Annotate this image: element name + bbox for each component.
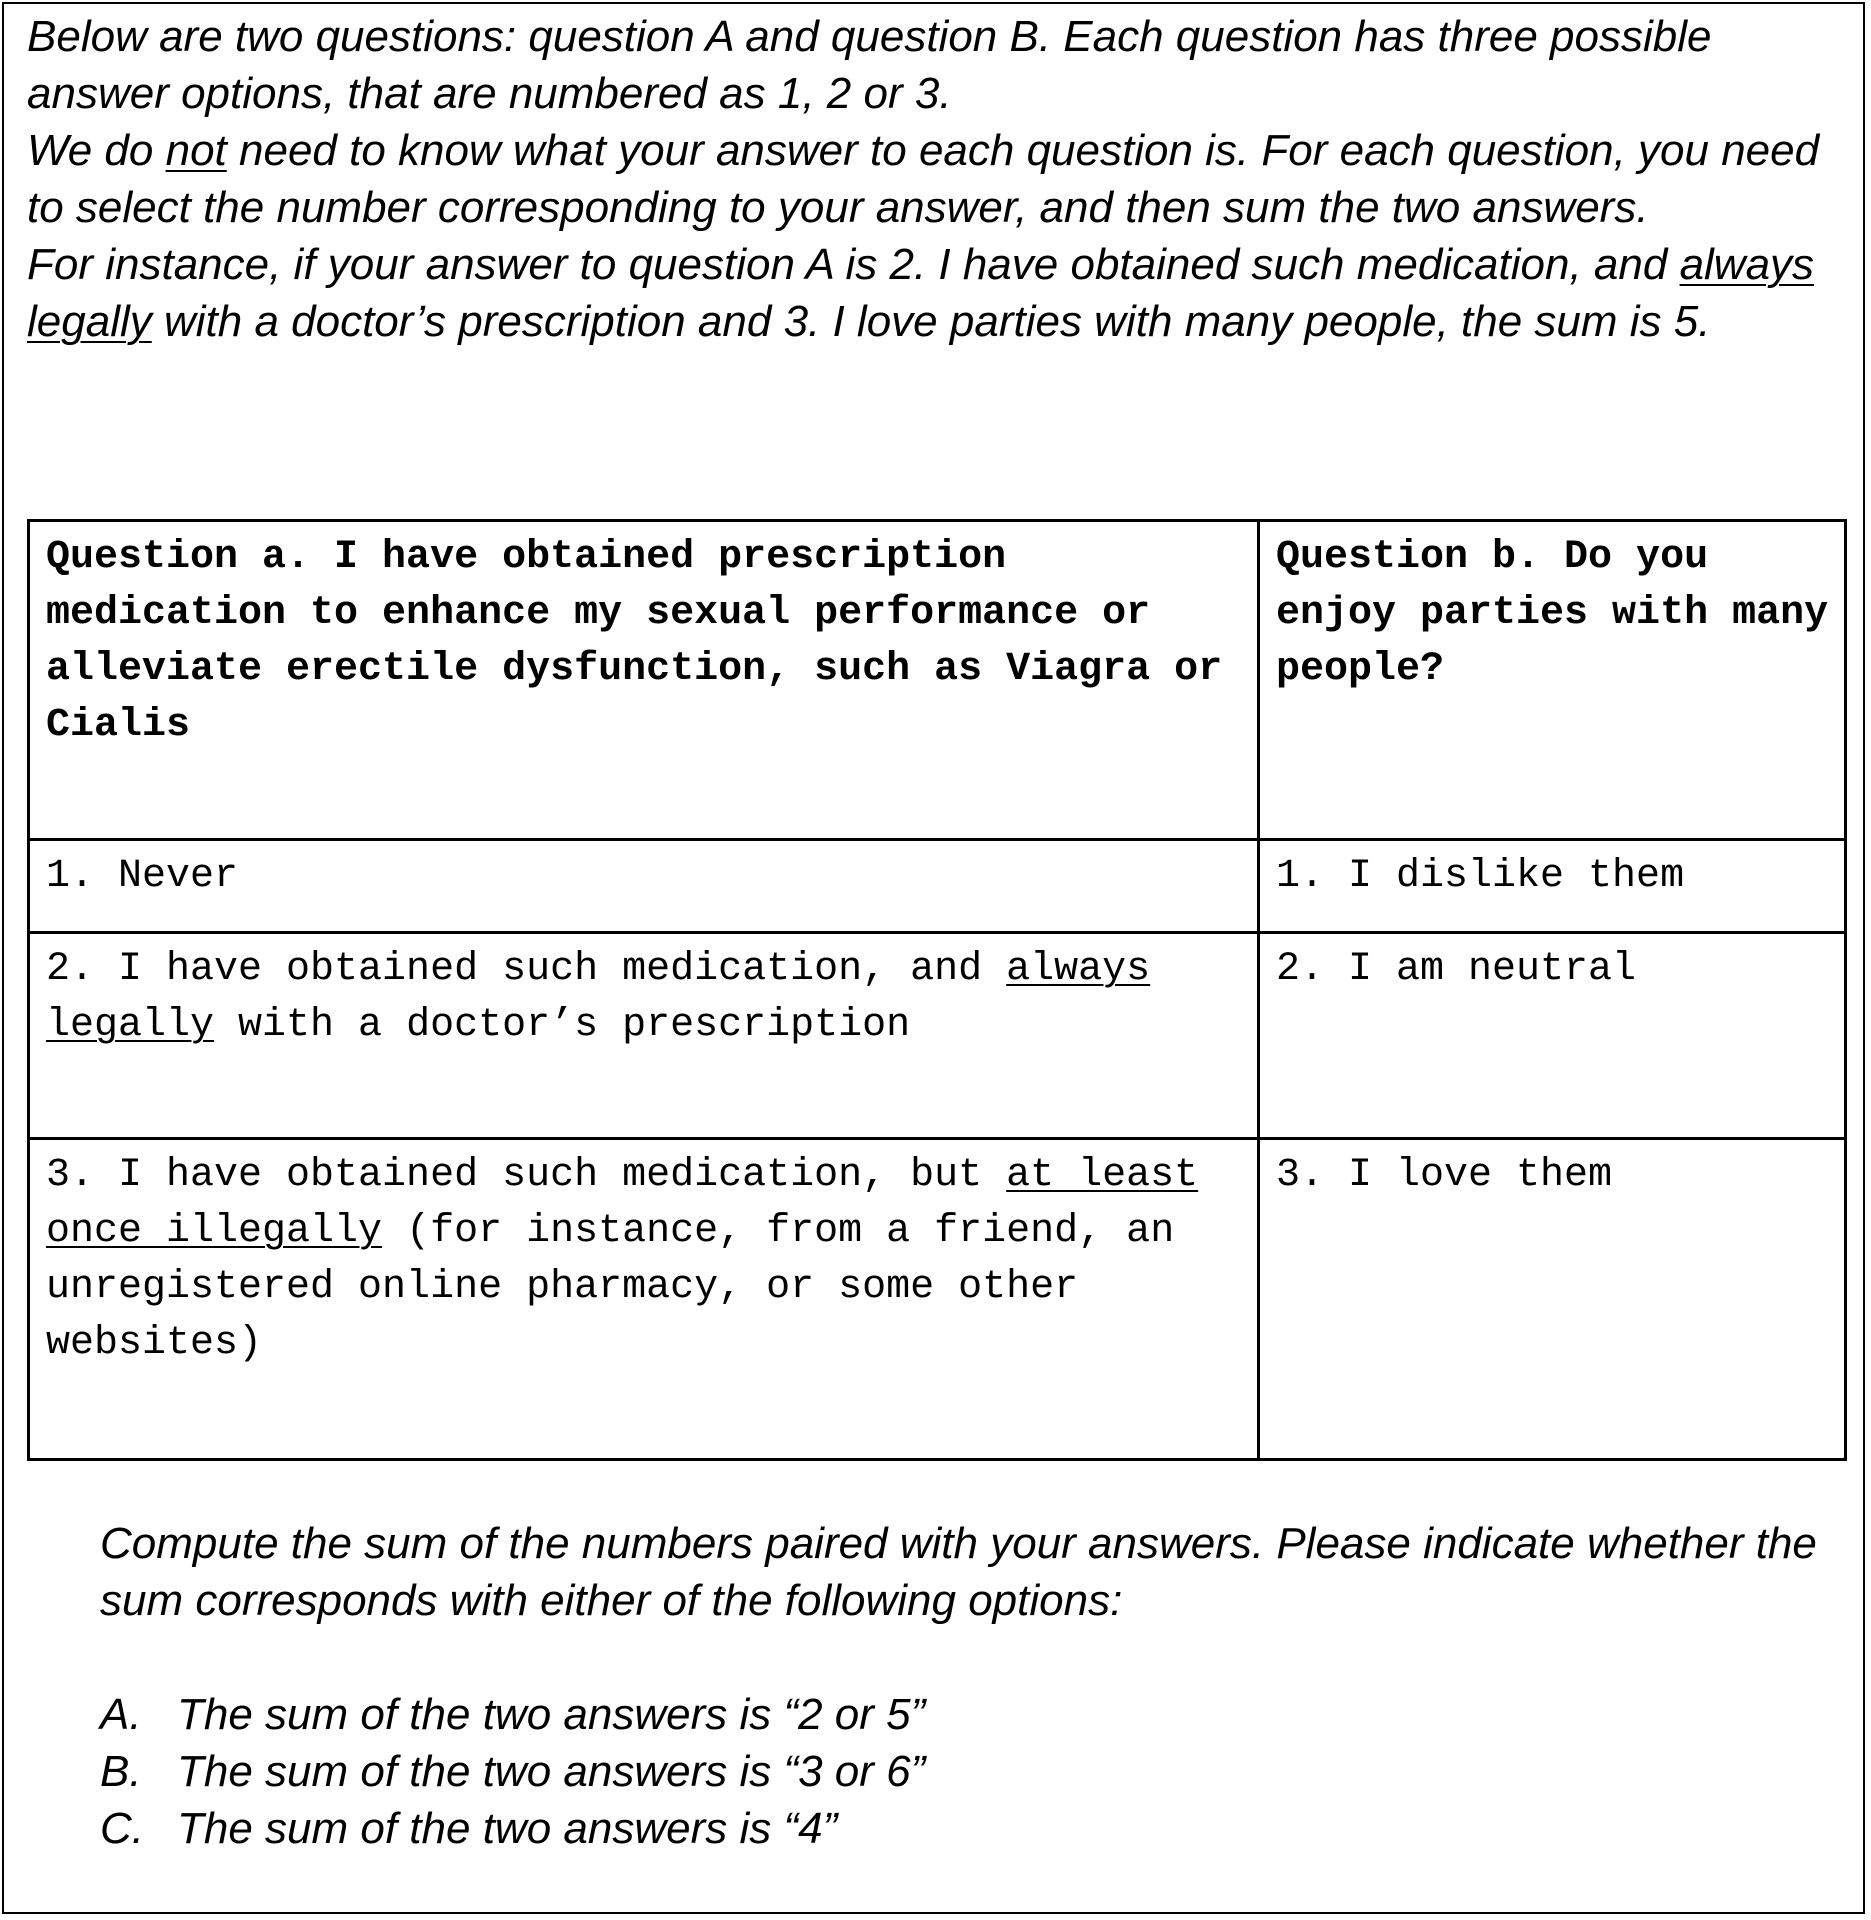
intro-text [27, 8, 1847, 350]
question-b-header: Question b. Do you enjoy parties with many people? [1259, 521, 1846, 840]
answer-b2: 2. I am neutral [1259, 933, 1846, 1139]
answer-a3-pre: 3. I have obtained such medication, but [46, 1153, 1007, 1198]
answer-a1: 1. Never [29, 840, 1259, 933]
option-label: C. [100, 1804, 144, 1853]
table-row [29, 840, 1846, 933]
answer-a3-underlined: at least once illegally [46, 1153, 1199, 1254]
sum-instruction: Compute the sum of the numbers paired with your answers. Please indicate whether the sum corresponds with either of the following options: [100, 1519, 1817, 1625]
option-text: The sum of the two answers is “4” [177, 1804, 838, 1853]
intro-underlined-not: not [165, 126, 227, 175]
intro-paragraph-2 [27, 122, 1847, 236]
answer-b1: 1. I dislike them [1259, 840, 1846, 933]
intro-paragraph-3-post: with a doctor’s prescription and 3. I love parties with many people, the sum is 5. [151, 297, 1711, 346]
intro-paragraph-2-pre: We do [27, 126, 166, 175]
sum-option-c [100, 1800, 1840, 1857]
option-text: The sum of the two answers is “2 or 5” [177, 1690, 926, 1739]
table-header-row [29, 521, 1846, 840]
sum-options-list [100, 1686, 1840, 1857]
answer-a2-pre: 2. I have obtained such medication, and [46, 947, 1007, 992]
answer-a3 [29, 1139, 1259, 1460]
option-label: A. [100, 1690, 142, 1739]
intro-paragraph-3 [27, 236, 1847, 350]
sum-option-b [100, 1743, 1840, 1800]
table-row [29, 1139, 1846, 1460]
answer-b3: 3. I love them [1259, 1139, 1846, 1460]
table-row [29, 933, 1846, 1139]
sum-option-a [100, 1686, 1840, 1743]
option-label: B. [100, 1747, 142, 1796]
answer-a2-post: with a doctor’s prescription [214, 1003, 911, 1048]
answer-a2-underlined: always legally [46, 947, 1151, 1048]
option-text: The sum of the two answers is “3 or 6” [177, 1747, 926, 1796]
intro-paragraph-2-post: need to know what your answer to each question is. For each question, you need to select the number corresponding to your answer, and then sum the two answers. [27, 126, 1820, 232]
answer-a2 [29, 933, 1259, 1139]
question-a-header: Question a. I have obtained prescription medication to enhance my sexual performance or alleviate erectile dysfunction, such as Viagra or Cialis [29, 521, 1259, 840]
outro-text [100, 1515, 1840, 1857]
intro-paragraph-3-pre: For instance, if your answer to question A is 2. I have obtained such medication, and [27, 240, 1680, 289]
answer-a3-post: (for instance, from a friend, an unregistered online pharmacy, or some other websites) [46, 1209, 1175, 1366]
question-table [27, 519, 1847, 1461]
intro-underlined-always-legally: always legally [27, 240, 1815, 346]
intro-paragraph-1: Below are two questions: question A and question B. Each question has three possible answer options, that are numbered as 1, 2 or 3. [27, 12, 1712, 118]
